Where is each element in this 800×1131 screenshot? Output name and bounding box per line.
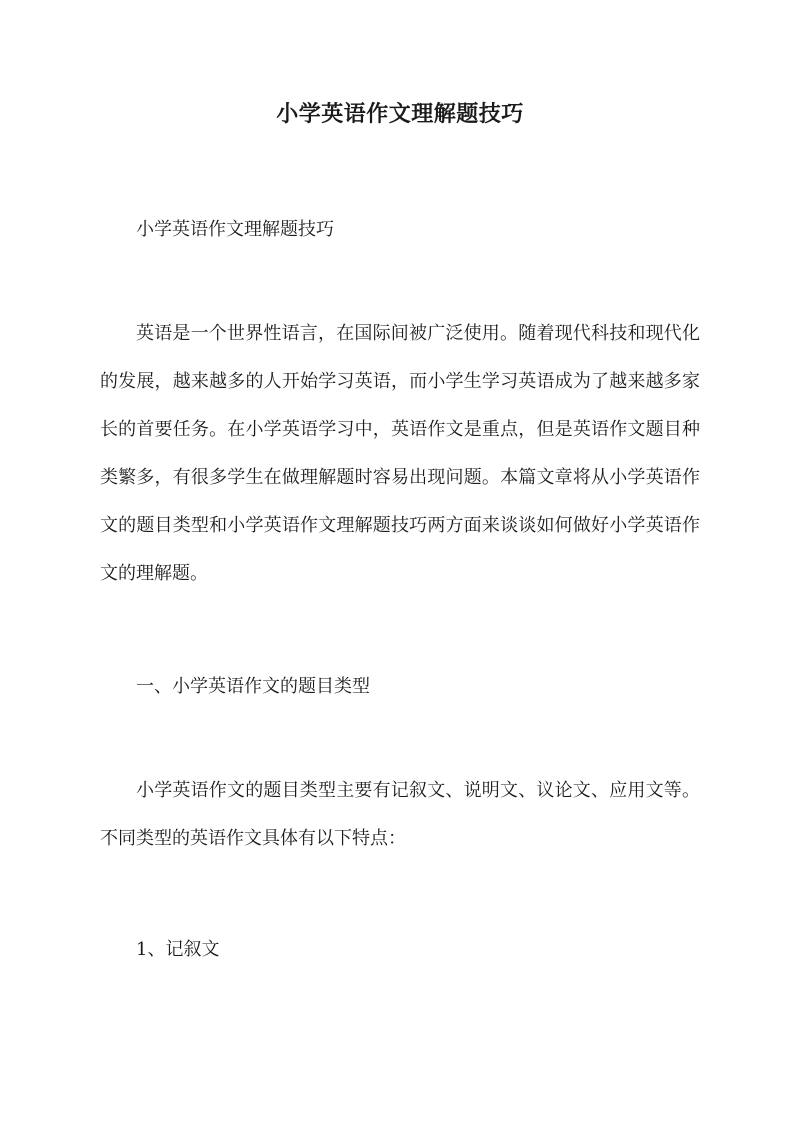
document-subtitle: 小学英语作文理解题技巧 bbox=[136, 219, 334, 240]
intro-paragraph: 英语是一个世界性语言，在国际间被广泛使用。随着现代科技和现代化的发展，越来越多的人开始学习英语，而小学生学习英语成为了越来越多家长的首要任务。在小学英语学习中，英语作文是重点，但是英语作文题目种类繁多，有很多学生在做理解题时容易出现问题。本篇文章将从小学英语作文的题目类型和小学英语作文理解题技巧两方面来谈谈如何做好小学英语作文的理解题。 bbox=[100, 323, 700, 584]
section-paragraph-question-types: 小学英语作文的题目类型主要有记叙文、说明文、议论文、应用文等。不同类型的英语作文具体有以下特点： bbox=[100, 780, 700, 849]
section-heading-question-types: 一、小学英语作文的题目类型 bbox=[136, 676, 370, 697]
document-title: 小学英语作文理解题技巧 bbox=[276, 101, 524, 127]
subsection-heading-narrative: 1、记叙文 bbox=[136, 939, 220, 960]
